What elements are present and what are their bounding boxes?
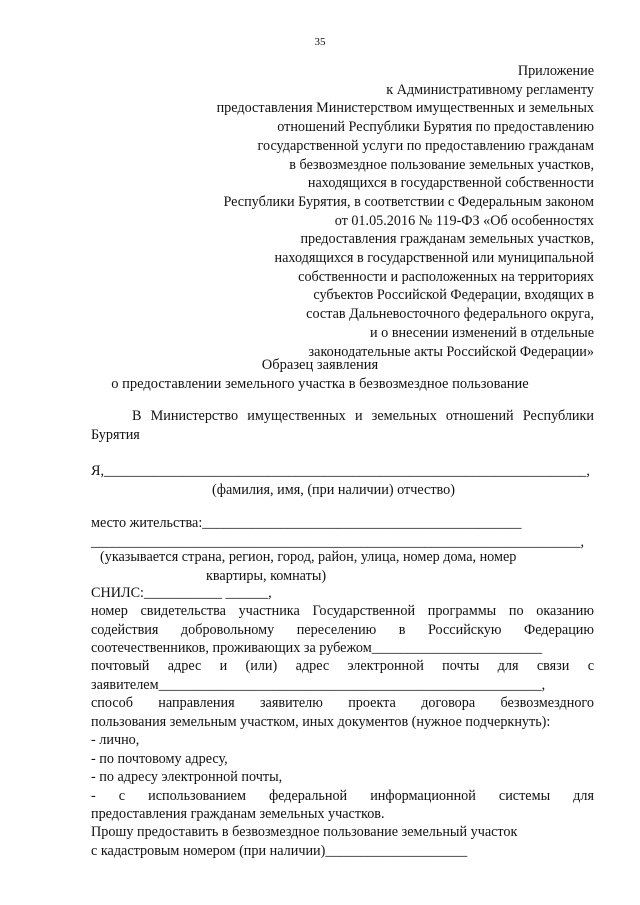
delivery-option-post: - по почтовому адресу, xyxy=(91,750,228,767)
applicant-line: Я,____________________________________________________________________, xyxy=(91,463,590,479)
header-line: субъектов Российской Федерации, входящих в xyxy=(313,287,594,304)
residence-hint-line-1: (указывается страна, регион, город, район, улица, номер дома, номер xyxy=(100,549,517,565)
certificate-line-2: содействия добровольному переселению в Российскую Федерацию xyxy=(91,621,594,638)
residence-hint xyxy=(100,548,594,585)
header-line: предоставления гражданам земельных участков, xyxy=(300,231,594,248)
applicant-name-field xyxy=(91,462,594,499)
addressee xyxy=(91,407,594,444)
addressee-line-2: Бурятия xyxy=(91,426,140,443)
page-number: 35 xyxy=(314,36,326,48)
header-line: находящихся в государственной собственности xyxy=(307,175,594,192)
residence-line-1: место жительства:_____________________________________________ xyxy=(91,515,522,531)
certificate-field xyxy=(91,602,594,658)
delivery-option-email: - по адресу электронной почты, xyxy=(91,769,283,785)
header-line: собственности и расположенных на территориях xyxy=(298,268,594,285)
addressee-line-1: В Министерство имущественных и земельных отношений Республики xyxy=(132,408,594,424)
delivery-option-fis-line-2: предоставления гражданам земельных участков. xyxy=(91,806,385,822)
header-line: предоставления Министерством имущественных и земельных xyxy=(216,100,594,117)
delivery-line-2: пользования земельным участком, иных документов (нужное подчеркнуть): xyxy=(91,713,551,730)
request-line-2: с кадастровым номером (при наличии)____________________ xyxy=(91,842,468,859)
header-line: и о внесении изменений в отдельные xyxy=(370,324,594,341)
applicant-hint: (фамилия, имя, (при наличии) отчество) xyxy=(212,481,455,498)
appendix-header xyxy=(124,62,594,361)
document-title xyxy=(0,356,640,393)
header-line: законодательные акты Российской Федерации» xyxy=(308,343,594,360)
contact-line-1: почтовый адрес и (или) адрес электронной почты для связи с xyxy=(91,658,594,674)
header-line: в безвозмездное пользование земельных участков, xyxy=(289,156,594,173)
snils-field xyxy=(91,584,594,603)
certificate-line-3: соотечественников, проживающих за рубежом________________________ xyxy=(91,640,542,656)
delivery-method xyxy=(91,694,594,824)
header-line: государственной услуги по предоставлению гражданам xyxy=(257,137,594,154)
delivery-option-fis-line-1: - с использованием федеральной информационной системы для xyxy=(91,787,594,804)
request-line-1: Прошу предоставить в безвозмездное пользование земельный участок xyxy=(91,824,518,840)
header-line: Республики Бурятия, в соответствии с Федеральным законом xyxy=(223,193,594,210)
header-line: Приложение xyxy=(517,63,594,79)
certificate-line-1: номер свидетельства участника Государственной программы по оказанию xyxy=(91,603,594,619)
header-line: к Административному регламенту xyxy=(386,81,594,98)
header-line: от 01.05.2016 № 119-ФЗ «Об особенностях xyxy=(334,212,594,229)
delivery-option-in-person: - лично, xyxy=(91,732,140,748)
title-line-1: Образец заявления xyxy=(261,357,379,373)
title-line-2: о предоставлении земельного участка в безвозмездное пользование xyxy=(111,375,529,392)
header-line: находящихся в государственной или муниципальной xyxy=(274,250,594,267)
header-line: состав Дальневосточного федерального округа, xyxy=(306,306,594,323)
snils-line: СНИЛС:___________ ______, xyxy=(91,585,272,601)
header-line: отношений Республики Бурятия по предоставлению xyxy=(277,119,594,136)
residence-line-2: _____________________________________________________________________, xyxy=(91,533,585,550)
residence-field xyxy=(91,514,594,551)
residence-hint-line-2: квартиры, комнаты) xyxy=(206,567,327,584)
request-paragraph xyxy=(91,823,594,860)
contact-line-2: заявителем______________________________________________________, xyxy=(91,676,546,693)
contact-field xyxy=(91,657,594,694)
delivery-line-1: способ направления заявителю проекта договора безвозмездного xyxy=(91,695,594,711)
